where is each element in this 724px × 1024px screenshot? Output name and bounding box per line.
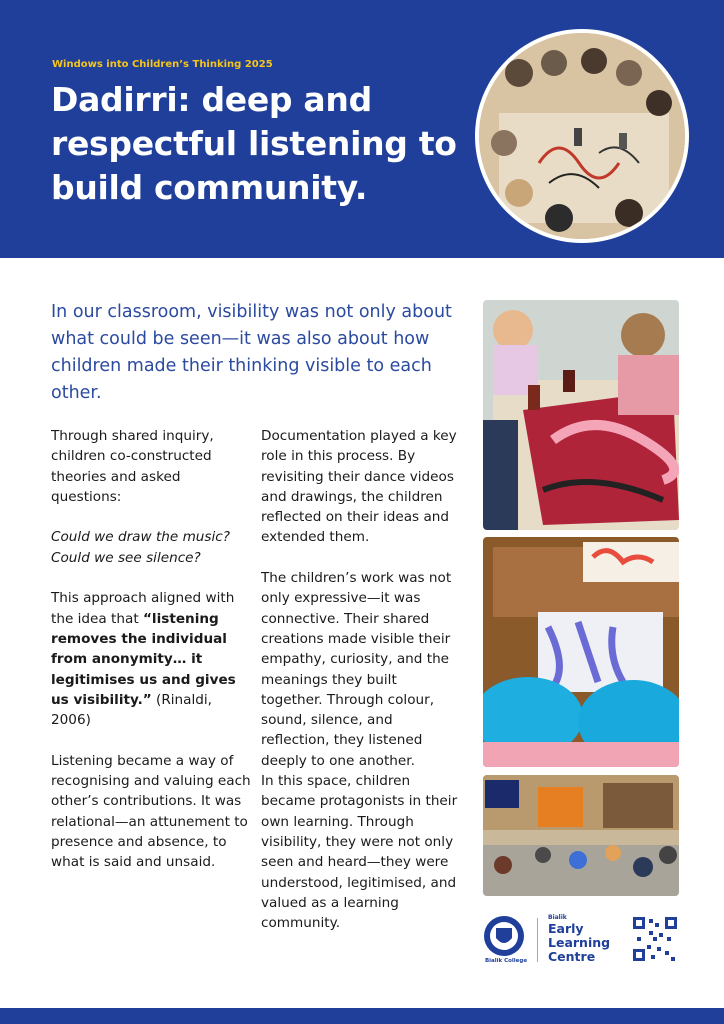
elc-logo-line1: Early (548, 921, 584, 936)
column1-paragraph-4: Listening became a way of recognising and valuing each other’s contributions. It was relational—an attunement to presence and absence, to what is said and unsaid. (51, 752, 251, 871)
column2-paragraph-2: The children’s work was not only expressive—it was connective. Their shared creations made visible their empathy, curiosity, and the meanings they built together. Through colour, sound, silence, and reflection, they listened deeply to one another. (261, 570, 452, 769)
photo-children-classroom-group (483, 775, 679, 896)
lead-paragraph: In our classroom, visibility was not only about what could be seen—it was also about how children made their thinking visible to each other. (51, 302, 452, 403)
page-title: Dadirri: deep and respectful listening to build community. (51, 80, 457, 207)
kicker-text: Windows into Children’s Thinking 2025 (52, 59, 273, 70)
footer-bar (0, 1008, 724, 1024)
text-column-2 (261, 426, 461, 954)
photo-children-easel-painting (483, 537, 679, 767)
column1-quote: “listening removes the individual from anonymity… it legitimises us and gives us visibility.” (51, 610, 236, 708)
column1-paragraph-1: Through shared inquiry, children co-constructed theories and asked questions: (51, 428, 214, 505)
column1-paragraph-3 (51, 588, 251, 730)
elc-logo-line2: Learning (548, 935, 611, 950)
text-column-1 (51, 426, 251, 893)
column2-paragraph-1: Documentation played a key role in this process. By revisiting their dance videos and drawings, the children reflected on their ideas and extended them. (261, 428, 457, 546)
header-photo-children-painting (475, 29, 689, 243)
elc-logo-line3: Centre (548, 949, 596, 964)
header-banner (0, 0, 724, 258)
logo-divider (537, 918, 538, 962)
elc-logo-small: Bialik (548, 914, 567, 921)
column1-questions: Could we draw the music? Could we see silence? (51, 529, 230, 566)
bialik-logo-text: Bialik College (484, 958, 528, 964)
column1-citation: (Rinaldi, 2006) (51, 691, 213, 729)
photo-children-painting-table (483, 300, 679, 530)
qr-code-icon[interactable] (633, 917, 677, 961)
column2-paragraph-3: In this space, children became protagonists in their own learning. Through visibility, they were not only seen and heard—they were understood, legitimised, and valued as a learning community. (261, 773, 458, 932)
column1-quote-intro: This approach aligned with the idea that (51, 590, 235, 627)
